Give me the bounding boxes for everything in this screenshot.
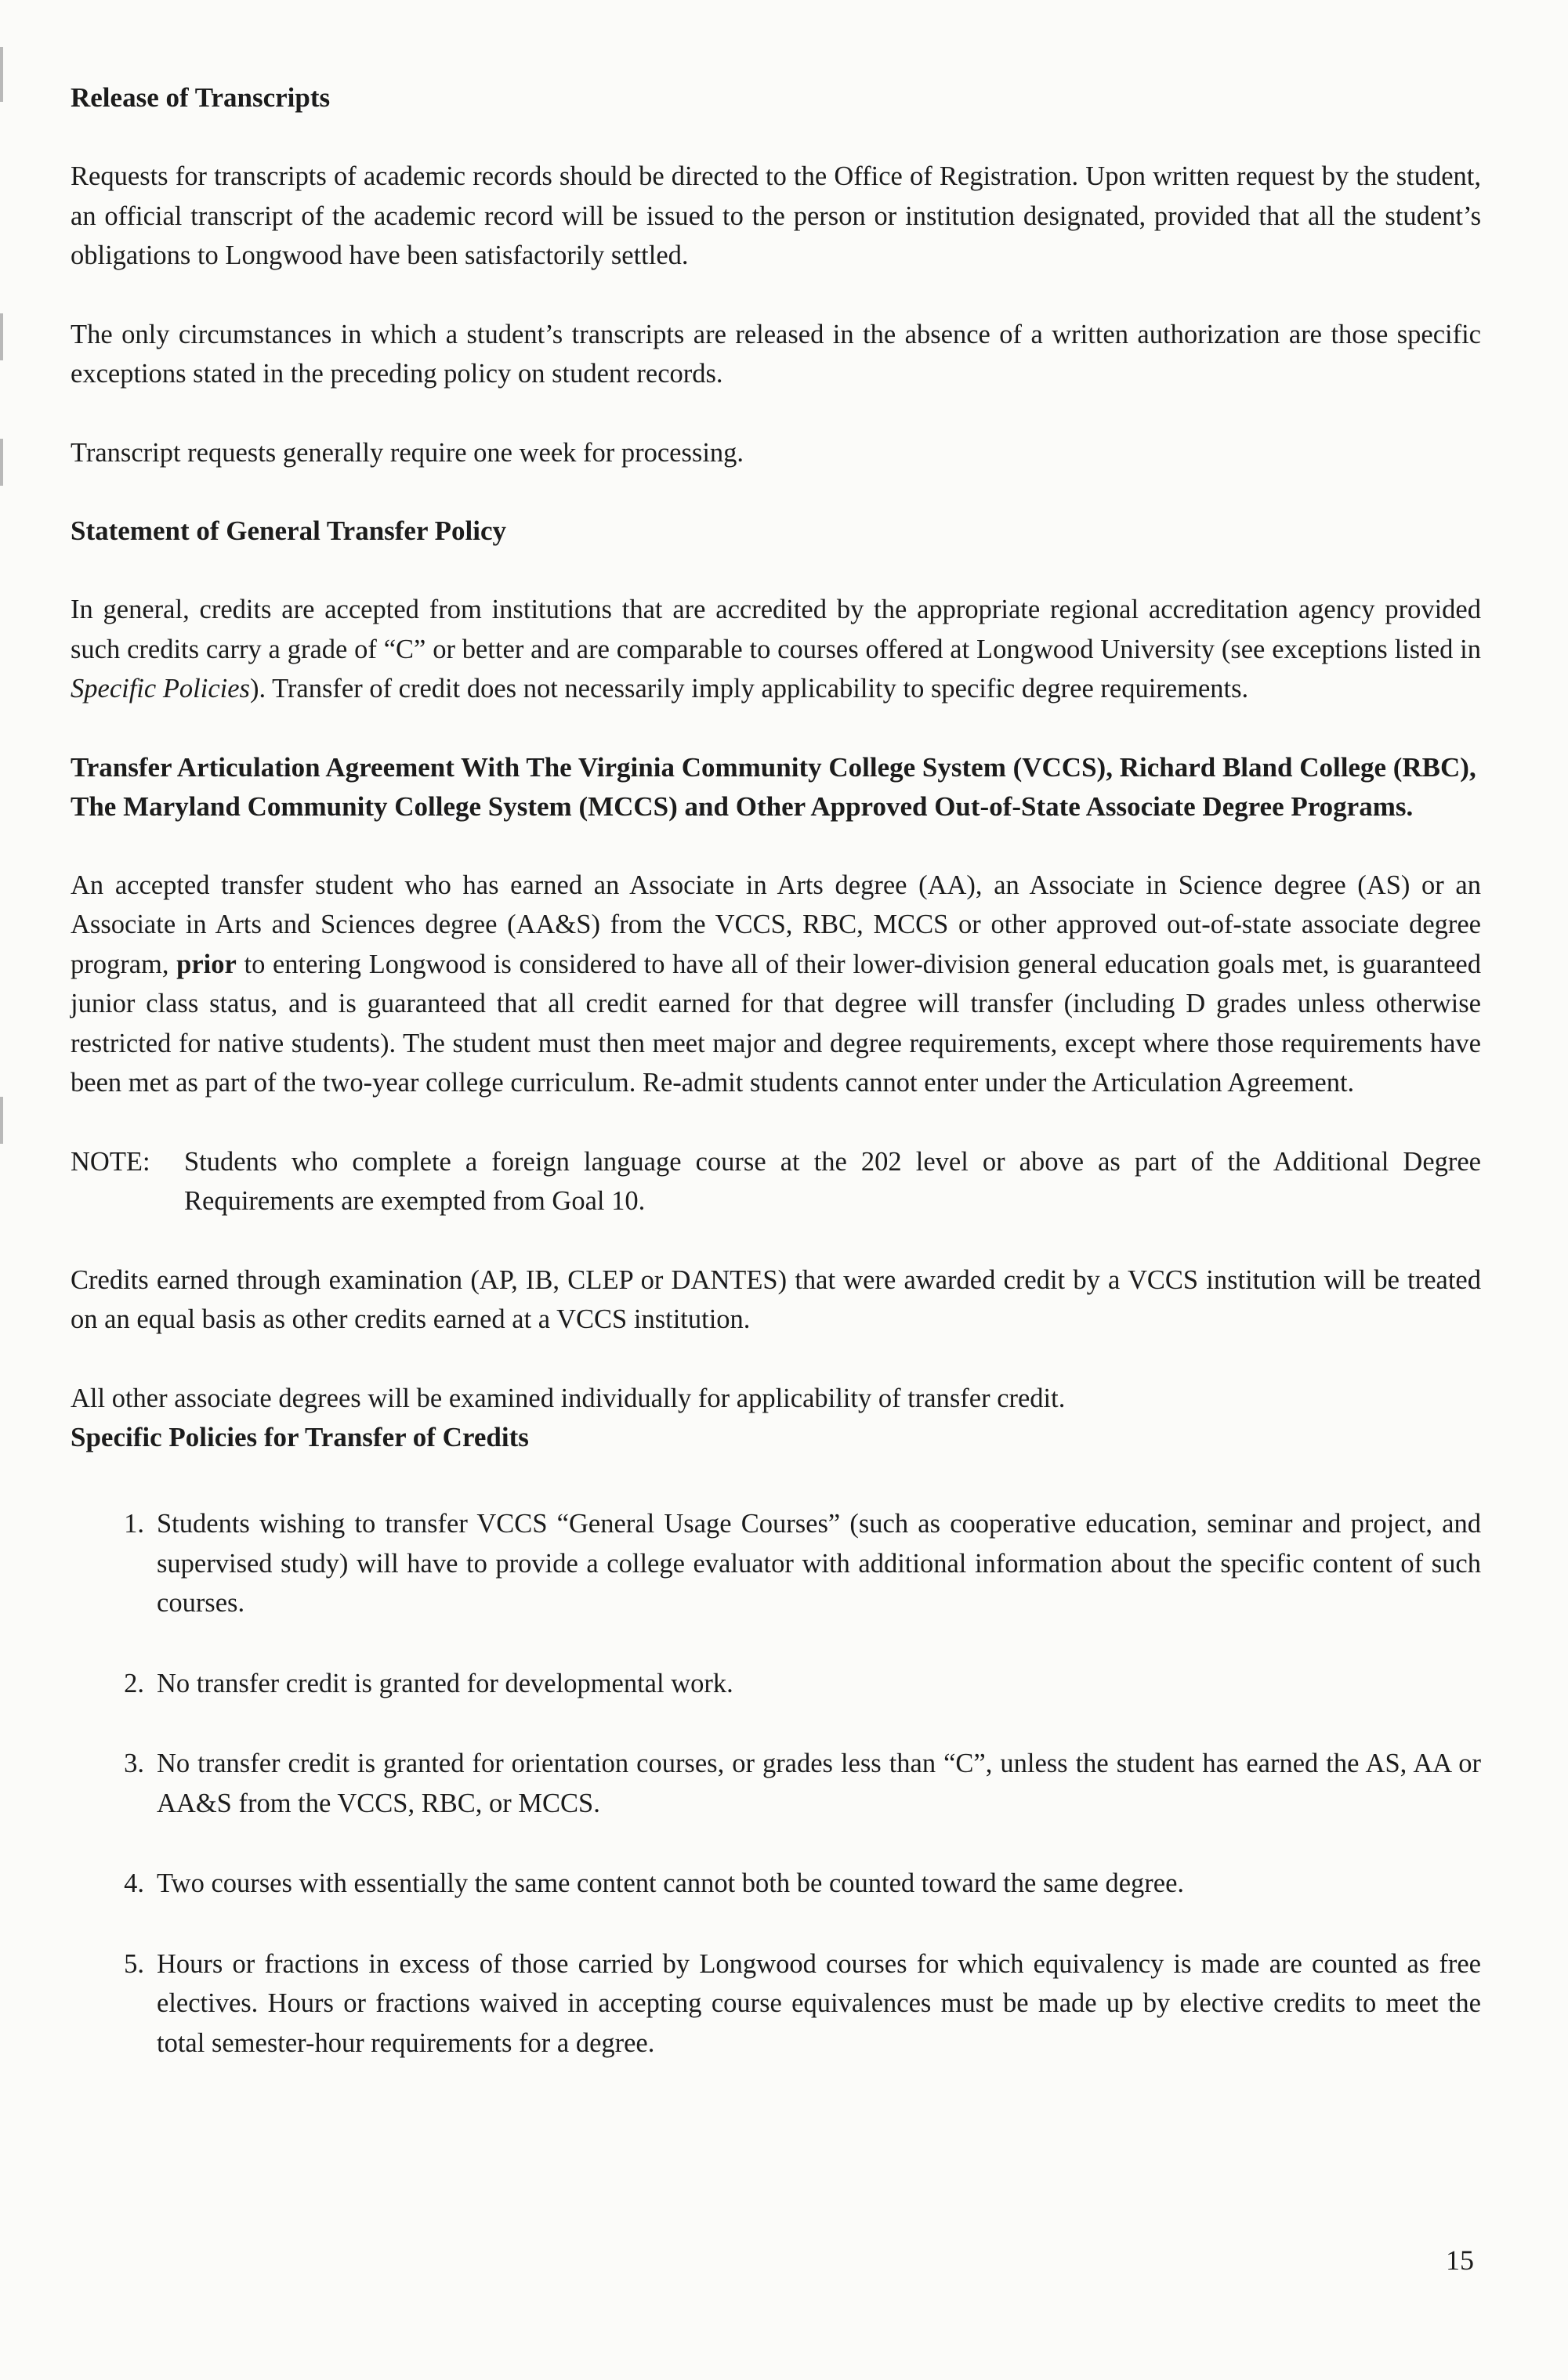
language-note: [71, 1142, 1481, 1221]
articulation-heading: Transfer Articulation Agreement With The Virginia Community College System (VCCS), Richard Bland College (RBC), The Maryland Community College System (MCCS) and Other Approved Out-of-State Associate Degree Programs.: [71, 751, 1476, 822]
list-item-number: 2.: [124, 1668, 144, 1698]
articulation-prior-emphasis: prior: [176, 949, 237, 979]
list-item-text: No transfer credit is granted for developmental work.: [157, 1668, 733, 1698]
list-item-text: No transfer credit is granted for orientation courses, or grades less than “C”, unless the student has earned the AS, AA or AA&S from the VCCS, RBC, or MCCS.: [157, 1749, 1481, 1818]
list-item: [71, 1504, 1481, 1623]
list-item-number: 1.: [124, 1509, 144, 1539]
release-paragraph-1: Requests for transcripts of academic records should be directed to the Office of Registration. Upon written request by the student, an official transcript of the academic record will be issued to the person or institution designated, provided that all the student’s obligations to Longwood have been satisfactorily settled.: [71, 161, 1481, 270]
list-item-text: Students wishing to transfer VCCS “General Usage Courses” (such as cooperative education, seminar and project, and supervised study) will have to provide a college evaluator with additional information about the specific content of such courses.: [157, 1509, 1481, 1618]
note-text: Students who complete a foreign language course at the 202 level or above as part of the Additional Degree Requirements are exempted from Goal 10.: [184, 1146, 1481, 1216]
examination-credits-paragraph: Credits earned through examination (AP, IB, CLEP or DANTES) that were awarded credit by a VCCS institution will be treated on an equal basis as other credits earned at a VCCS institution.: [71, 1264, 1481, 1334]
scan-edge-mark: [0, 313, 3, 360]
scan-edge-mark: [0, 439, 3, 486]
list-item-number: 4.: [124, 1868, 144, 1898]
release-of-transcripts-section: [71, 78, 1481, 472]
articulation-text-start: An accepted transfer student who has earned an Associate in Arts degree (AA), an Associate in Science degree (AS) or an Associate in Arts and Sciences degree (AA&S) from the VCCS, RBC, MCCS or other approved out-of-state associate degree program,: [71, 870, 1481, 979]
list-item: [71, 1744, 1481, 1823]
policies-list: [71, 1504, 1481, 2063]
general-transfer-heading: Statement of General Transfer Policy: [71, 515, 506, 546]
general-transfer-section: [71, 512, 1481, 709]
specific-policies-heading: Specific Policies for Transfer of Credits: [71, 1422, 529, 1452]
general-transfer-paragraph: [71, 590, 1481, 709]
list-item: [71, 1864, 1481, 1904]
general-transfer-text-start: In general, credits are accepted from institutions that are accredited by the appropriate regional accreditation agency provided such credits carry a grade of “C” or better and are comparable to courses offered at Longwood University (see exceptions listed in: [71, 595, 1481, 664]
list-item: [71, 1664, 1481, 1704]
list-item: [71, 1944, 1481, 2064]
general-transfer-text-end: ). Transfer of credit does not necessarily imply applicability to specific degree requirements.: [249, 674, 1249, 704]
other-degrees-paragraph: All other associate degrees will be examined individually for applicability of transfer credit.: [71, 1383, 1066, 1413]
page-number: 15: [1446, 2244, 1474, 2276]
list-item-number: 5.: [124, 1948, 144, 1979]
list-item-text: Hours or fractions in excess of those carried by Longwood courses for which equivalency is made are counted as free electives. Hours or fractions waived in accepting course equivalences must be made up by elective credits to meet the total semester-hour requirements for a degree.: [157, 1948, 1481, 2058]
list-item-number: 3.: [124, 1749, 144, 1778]
scan-edge-mark: [0, 1097, 3, 1144]
document-page: [71, 78, 1481, 2103]
articulation-paragraph: [71, 866, 1481, 1103]
scan-edge-mark: [0, 47, 3, 102]
release-paragraph-2: The only circumstances in which a student’s transcripts are released in the absence of a written authorization are those specific exceptions stated in the preceding policy on student records.: [71, 319, 1481, 389]
articulation-agreement-section: [71, 748, 1481, 1419]
specific-policies-section: [71, 1418, 1481, 2063]
list-item-text: Two courses with essentially the same content cannot both be counted toward the same degree.: [157, 1868, 1185, 1898]
release-paragraph-3: Transcript requests generally require one week for processing.: [71, 437, 744, 468]
articulation-text-end: to entering Longwood is considered to have all of their lower-division general education goals met, is guaranteed junior class status, and is guaranteed that all credit earned for that degree will transfer (including D grades unless otherwise restricted for native students). The student must then meet major and degree requirements, except where those requirements have been met as part of the two-year college curriculum. Re-admit students cannot enter under the Articulation Agreement.: [71, 949, 1481, 1098]
release-heading: Release of Transcripts: [71, 82, 331, 113]
specific-policies-reference: Specific Policies: [71, 674, 250, 704]
note-label: NOTE:: [71, 1146, 150, 1177]
